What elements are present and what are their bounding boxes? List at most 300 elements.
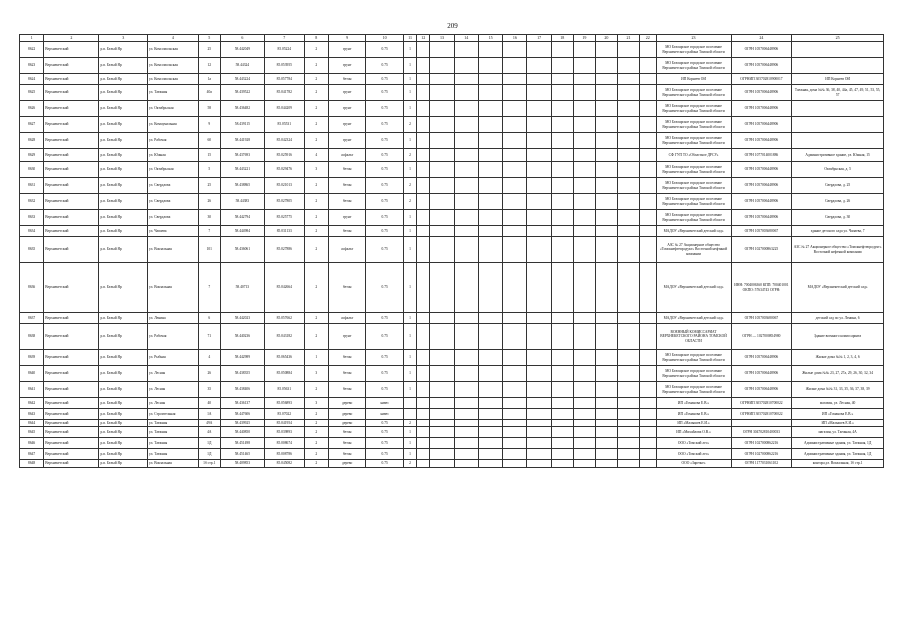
table-cell: ИНН: 7004006360 КПП: 700401001 ОКПО: 57634743 ОГРН: bbox=[731, 263, 792, 313]
table-cell: дерево bbox=[328, 398, 366, 409]
table-cell bbox=[503, 263, 527, 313]
table-cell: 0.75 bbox=[366, 313, 404, 324]
table-cell: 1 bbox=[403, 366, 416, 382]
table-cell: 58.439925 bbox=[220, 420, 264, 427]
table-cell bbox=[430, 101, 454, 117]
table-cell: 5 bbox=[198, 162, 220, 178]
table-cell bbox=[617, 162, 639, 178]
table-cell: 1 bbox=[403, 162, 416, 178]
table-cell bbox=[478, 194, 502, 210]
table-cell: асфальт bbox=[328, 149, 366, 162]
table-cell bbox=[617, 382, 639, 398]
table-cell bbox=[430, 42, 454, 58]
column-number: 7 bbox=[264, 35, 304, 42]
table-cell bbox=[454, 162, 478, 178]
table-cell bbox=[503, 420, 527, 427]
table-cell bbox=[551, 226, 573, 237]
table-cell bbox=[639, 85, 656, 101]
table-row bbox=[20, 460, 884, 468]
table-cell bbox=[503, 178, 527, 194]
table-cell bbox=[617, 398, 639, 409]
table-cell: МО Белоярское городское поселение Верхнекетского района Томской области bbox=[656, 194, 731, 210]
table-cell: 0.75 bbox=[366, 350, 404, 366]
table-cell bbox=[595, 117, 617, 133]
table-cell: асфальт bbox=[328, 313, 366, 324]
table-cell: 8622 bbox=[20, 42, 44, 58]
table-cell bbox=[617, 263, 639, 313]
table-cell: ул. Комсомольская bbox=[147, 42, 198, 58]
table-cell: 8644 bbox=[20, 420, 44, 427]
table-cell: Верхнекетский bbox=[44, 117, 99, 133]
table-cell bbox=[478, 133, 502, 149]
table-cell bbox=[573, 133, 595, 149]
table-cell: 85.008674 bbox=[264, 438, 304, 449]
table-cell: 8629 bbox=[20, 149, 44, 162]
table-cell bbox=[617, 313, 639, 324]
table-cell bbox=[792, 133, 884, 149]
column-number: 20 bbox=[595, 35, 617, 42]
table-cell: 58.439115 bbox=[220, 117, 264, 133]
table-cell: 71 bbox=[198, 324, 220, 350]
table-cell bbox=[478, 350, 502, 366]
table-cell: 58.442023 bbox=[220, 313, 264, 324]
table-cell bbox=[454, 382, 478, 398]
table-cell: ул. Комсомольская bbox=[147, 58, 198, 74]
table-cell: Верхнекетский bbox=[44, 438, 99, 449]
table-cell: 2 bbox=[403, 420, 416, 427]
table-cell bbox=[527, 460, 551, 468]
table-cell: 1 bbox=[403, 449, 416, 460]
table-cell bbox=[573, 366, 595, 382]
table-cell bbox=[478, 382, 502, 398]
table-cell: 30 bbox=[198, 210, 220, 226]
table-row bbox=[20, 427, 884, 438]
table-cell bbox=[478, 117, 502, 133]
table-cell: ул. Рабочая bbox=[147, 133, 198, 149]
table-cell bbox=[454, 438, 478, 449]
table-cell: 8648 bbox=[20, 460, 44, 468]
table-cell: 1 bbox=[403, 85, 416, 101]
table-cell: ОГРН 1057006448906 bbox=[731, 117, 792, 133]
column-number: 3 bbox=[99, 35, 148, 42]
table-cell bbox=[639, 313, 656, 324]
table-cell bbox=[639, 263, 656, 313]
table-cell bbox=[503, 449, 527, 460]
table-cell: МО Белоярское городское поселение Верхнекетского района Томской области bbox=[656, 178, 731, 194]
table-cell: 2 bbox=[304, 133, 328, 149]
table-cell: 2 bbox=[304, 409, 328, 420]
table-cell: 8638 bbox=[20, 324, 44, 350]
table-cell: р.п. Белый Яр bbox=[99, 178, 148, 194]
column-number-row bbox=[20, 35, 884, 42]
table-cell bbox=[639, 162, 656, 178]
table-cell: ОГРН 1057006448906 bbox=[731, 58, 792, 74]
column-number: 17 bbox=[527, 35, 551, 42]
table-cell: 58.451498 bbox=[220, 438, 264, 449]
table-cell: здание детского сада ул. Чапаева, 7 bbox=[792, 226, 884, 237]
table-cell: Верхнекетский bbox=[44, 178, 99, 194]
table-cell: р.п. Белый Яр bbox=[99, 237, 148, 263]
table-cell: 85.05631 bbox=[264, 382, 304, 398]
table-cell bbox=[454, 366, 478, 382]
table-cell bbox=[551, 58, 573, 74]
table-cell: 1 bbox=[304, 350, 328, 366]
table-cell bbox=[527, 382, 551, 398]
table-cell: бетон bbox=[328, 74, 366, 85]
table-cell: МО Белоярское городское поселение Верхнекетского района Томской области bbox=[656, 117, 731, 133]
table-cell: бетон bbox=[328, 382, 366, 398]
table-cell bbox=[551, 85, 573, 101]
table-cell: ул. Рыбная bbox=[147, 350, 198, 366]
table-cell bbox=[430, 263, 454, 313]
table-row bbox=[20, 178, 884, 194]
table-cell bbox=[595, 237, 617, 263]
table-cell: МАДОУ «Верхнекетский детский сад» bbox=[792, 263, 884, 313]
table-row bbox=[20, 85, 884, 101]
column-number: 11 bbox=[403, 35, 416, 42]
table-cell: Здание военного комиссариата bbox=[792, 324, 884, 350]
table-cell: бетон bbox=[328, 263, 366, 313]
table-cell bbox=[417, 409, 430, 420]
table-cell bbox=[430, 350, 454, 366]
table-cell bbox=[617, 117, 639, 133]
table-cell: Верхнекетский bbox=[44, 263, 99, 313]
table-cell: р.п. Белый Яр bbox=[99, 42, 148, 58]
table-cell: ул. Октябрьская bbox=[147, 162, 198, 178]
table-cell: 0.75 bbox=[366, 382, 404, 398]
table-cell: МО Белоярское городское поселение Верхнекетского района Томской области bbox=[656, 42, 731, 58]
table-cell bbox=[639, 226, 656, 237]
table-cell: 0.75 bbox=[366, 237, 404, 263]
table-cell bbox=[617, 449, 639, 460]
table-cell bbox=[527, 438, 551, 449]
table-cell bbox=[527, 449, 551, 460]
table-cell: 58.436137 bbox=[220, 398, 264, 409]
table-cell bbox=[551, 149, 573, 162]
table-cell: бетон bbox=[328, 438, 366, 449]
table-cell: 25 bbox=[198, 42, 220, 58]
table-cell bbox=[503, 427, 527, 438]
table-cell bbox=[454, 42, 478, 58]
table-cell bbox=[639, 178, 656, 194]
table-cell: ул. Таежная bbox=[147, 438, 198, 449]
table-cell bbox=[573, 409, 595, 420]
table-cell bbox=[478, 42, 502, 58]
table-cell: 8630 bbox=[20, 162, 44, 178]
table-cell bbox=[503, 133, 527, 149]
table-cell: Верхнекетский bbox=[44, 382, 99, 398]
table-cell: 85.057784 bbox=[264, 74, 304, 85]
table-cell: ОГРН 1027000862216 bbox=[731, 449, 792, 460]
table-cell: 8634 bbox=[20, 226, 44, 237]
table-cell: Верхнекетский bbox=[44, 409, 99, 420]
table-cell: ул. Вокзальная bbox=[147, 263, 198, 313]
table-cell: Верхнекетский bbox=[44, 149, 99, 162]
table-cell: 2 bbox=[304, 324, 328, 350]
table-cell: МО Белоярское городское поселение Верхнекетского района Томской области bbox=[656, 366, 731, 382]
table-cell bbox=[639, 58, 656, 74]
table-cell: р.п. Белый Яр bbox=[99, 398, 148, 409]
table-cell: контора,ул. Вокзальная, 1б стр.1 bbox=[792, 460, 884, 468]
table-cell: 4 bbox=[304, 149, 328, 162]
table-cell: 58.440850 bbox=[220, 427, 264, 438]
table-cell bbox=[503, 226, 527, 237]
table-cell bbox=[527, 162, 551, 178]
table-cell: 58.40713 bbox=[220, 263, 264, 313]
table-cell: 58.442794 bbox=[220, 210, 264, 226]
table-cell: магазин, ул. Лесная, 40 bbox=[792, 398, 884, 409]
table-cell: 2 bbox=[304, 85, 328, 101]
table-cell: ИП «Гоманова Е.В.» bbox=[792, 409, 884, 420]
table-cell: 1 bbox=[403, 350, 416, 366]
column-number: 9 bbox=[328, 35, 366, 42]
table-cell bbox=[503, 438, 527, 449]
table-cell: 40а bbox=[198, 85, 220, 101]
table-cell: ИП Корнеев ОИ bbox=[792, 74, 884, 85]
table-cell bbox=[639, 427, 656, 438]
table-cell: грунт bbox=[328, 117, 366, 133]
table-cell: 8636 bbox=[20, 263, 44, 313]
table-cell bbox=[430, 117, 454, 133]
table-cell: 85.031133 bbox=[264, 226, 304, 237]
table-cell bbox=[454, 149, 478, 162]
table-cell: 2 bbox=[304, 313, 328, 324]
table-cell: МО Белоярское городское поселение Верхнекетского района Томской области bbox=[656, 382, 731, 398]
table-cell bbox=[573, 263, 595, 313]
table-cell: ул. Коммунальная bbox=[147, 117, 198, 133]
table-cell bbox=[454, 313, 478, 324]
table-cell bbox=[595, 263, 617, 313]
table-cell: 1 bbox=[403, 42, 416, 58]
table-cell: ОГРНИП 305702810700022 bbox=[731, 409, 792, 420]
table-cell bbox=[573, 438, 595, 449]
table-cell bbox=[417, 101, 430, 117]
table-cell: 1 bbox=[403, 427, 416, 438]
table-cell bbox=[617, 226, 639, 237]
table-cell bbox=[573, 74, 595, 85]
table-cell: ул. Таежная bbox=[147, 85, 198, 101]
table-cell bbox=[595, 101, 617, 117]
table-cell bbox=[503, 313, 527, 324]
table-cell: ОГРНИП 305702810700022 bbox=[731, 398, 792, 409]
table-cell: 8639 bbox=[20, 350, 44, 366]
table-cell: Административные здания, ул. Таежная, 1Д bbox=[792, 449, 884, 460]
table-cell bbox=[639, 149, 656, 162]
table-cell bbox=[478, 313, 502, 324]
table-cell: 58.439522 bbox=[220, 85, 264, 101]
table-cell bbox=[639, 210, 656, 226]
table-cell: ул. Свердлова bbox=[147, 210, 198, 226]
table-cell: 0.75 bbox=[366, 427, 404, 438]
table-cell: Верхнекетский bbox=[44, 210, 99, 226]
table-cell bbox=[573, 313, 595, 324]
table-cell bbox=[551, 133, 573, 149]
table-cell: 58.441928 bbox=[220, 133, 264, 149]
table-cell: 0.75 bbox=[366, 460, 404, 468]
table-cell bbox=[595, 58, 617, 74]
table-cell bbox=[503, 101, 527, 117]
table-cell bbox=[478, 324, 502, 350]
table-cell: 26 bbox=[198, 194, 220, 210]
table-cell bbox=[417, 178, 430, 194]
table-cell bbox=[617, 58, 639, 74]
table-cell: ул. Лесная bbox=[147, 382, 198, 398]
table-row bbox=[20, 449, 884, 460]
table-cell bbox=[595, 194, 617, 210]
table-cell bbox=[503, 350, 527, 366]
table-cell bbox=[417, 324, 430, 350]
table-cell: 2 bbox=[304, 74, 328, 85]
table-cell: 8635 bbox=[20, 237, 44, 263]
table-cell bbox=[417, 149, 430, 162]
table-cell: ОГРН 1057006448906 bbox=[731, 85, 792, 101]
table-cell bbox=[573, 449, 595, 460]
table-cell: 2 bbox=[403, 194, 416, 210]
table-cell bbox=[454, 427, 478, 438]
table-cell: дерево bbox=[328, 409, 366, 420]
table-cell: 8624 bbox=[20, 74, 44, 85]
table-cell: ОГРН 1057006448906 bbox=[731, 366, 792, 382]
table-cell: Административное здание, ул. Южная, 15 bbox=[792, 149, 884, 162]
table-cell: ИП «Михайлова О.В.» bbox=[656, 427, 731, 438]
table-cell bbox=[527, 366, 551, 382]
table-cell bbox=[417, 427, 430, 438]
table-row bbox=[20, 101, 884, 117]
table-cell: 0.75 bbox=[366, 42, 404, 58]
table-cell: ОГРН 1057006448906 bbox=[731, 194, 792, 210]
table-cell: 85.043182 bbox=[264, 324, 304, 350]
table-cell: ОГРН — 1027000854980 bbox=[731, 324, 792, 350]
table-cell: ул. Ленина bbox=[147, 313, 198, 324]
table-cell: 49А bbox=[198, 420, 220, 427]
table-cell bbox=[551, 101, 573, 117]
table-cell: ул. Вокзальная bbox=[147, 237, 198, 263]
table-cell: 0.75 bbox=[366, 85, 404, 101]
table-cell: АЗС № 27 Акционерное общество «Томскнефтепродукт» Восточной нефтяной компании bbox=[792, 237, 884, 263]
table-cell bbox=[417, 117, 430, 133]
table-cell bbox=[527, 210, 551, 226]
table-cell: МО Белоярское городское поселение Верхнекетского района Томской области bbox=[656, 350, 731, 366]
table-cell bbox=[573, 85, 595, 101]
table-cell bbox=[417, 58, 430, 74]
table-cell bbox=[573, 162, 595, 178]
table-cell bbox=[454, 324, 478, 350]
table-cell bbox=[430, 438, 454, 449]
table-cell: 8628 bbox=[20, 133, 44, 149]
table-cell bbox=[478, 427, 502, 438]
table-cell bbox=[617, 210, 639, 226]
table-cell bbox=[573, 350, 595, 366]
column-number: 13 bbox=[430, 35, 454, 42]
table-cell: ОГРН 1057006448906 bbox=[731, 350, 792, 366]
table-cell bbox=[792, 58, 884, 74]
table-cell bbox=[617, 194, 639, 210]
table-cell: ОГРН 1057006448906 bbox=[731, 42, 792, 58]
table-cell: 2 bbox=[304, 226, 328, 237]
table-cell: 58.440236 bbox=[220, 324, 264, 350]
table-cell bbox=[527, 117, 551, 133]
table-cell bbox=[430, 58, 454, 74]
table-cell: 1 bbox=[403, 58, 416, 74]
table-cell bbox=[573, 237, 595, 263]
table-cell: ИП «Гоманова Е.В.» bbox=[656, 398, 731, 409]
table-row bbox=[20, 149, 884, 162]
table-cell: 1 bbox=[403, 133, 416, 149]
table-cell: 1 bbox=[403, 382, 416, 398]
table-cell: 9 bbox=[198, 117, 220, 133]
table-cell: АЗС № 27 Акционерное общество «Томскнефтепродукт» Восточной нефтяной компании bbox=[656, 237, 731, 263]
table-cell: 58.44383 bbox=[220, 194, 264, 210]
table-cell bbox=[430, 366, 454, 382]
table-cell: 0.75 bbox=[366, 133, 404, 149]
column-number: 10 bbox=[366, 35, 404, 42]
table-cell: МО Белоярское городское поселение Верхнекетского района Томской области bbox=[656, 210, 731, 226]
table-cell: 2 bbox=[304, 427, 328, 438]
table-cell: 8642 bbox=[20, 398, 44, 409]
table-cell bbox=[595, 449, 617, 460]
table-cell bbox=[595, 350, 617, 366]
column-number: 24 bbox=[731, 35, 792, 42]
table-cell: 58.447606 bbox=[220, 409, 264, 420]
table-cell: 0.75 bbox=[366, 162, 404, 178]
table-cell: 4А bbox=[198, 427, 220, 438]
table-cell: Верхнекетский bbox=[44, 460, 99, 468]
table-cell bbox=[417, 398, 430, 409]
table-cell: 25 bbox=[198, 178, 220, 194]
table-cell bbox=[430, 324, 454, 350]
table-cell: 85.029476 bbox=[264, 162, 304, 178]
table-cell bbox=[454, 449, 478, 460]
table-cell: р.п. Белый Яр bbox=[99, 263, 148, 313]
table-cell bbox=[551, 460, 573, 468]
table-cell bbox=[551, 409, 573, 420]
table-cell: 1Д bbox=[198, 438, 220, 449]
table-cell bbox=[417, 350, 430, 366]
table-cell: р.п. Белый Яр bbox=[99, 382, 148, 398]
table-cell: ОГРН 1077014001886 bbox=[731, 149, 792, 162]
table-cell: ОГРН 1057006448906 bbox=[731, 210, 792, 226]
table-cell bbox=[595, 149, 617, 162]
table-cell: 3 bbox=[304, 366, 328, 382]
table-cell: р.п. Белый Яр bbox=[99, 460, 148, 468]
table-cell: 0.75 bbox=[366, 210, 404, 226]
table-row bbox=[20, 350, 884, 366]
table-row bbox=[20, 237, 884, 263]
table-cell bbox=[417, 85, 430, 101]
column-number: 1 bbox=[20, 35, 44, 42]
table-cell: 85.057662 bbox=[264, 313, 304, 324]
table-cell: Свердлова, д. 25 bbox=[792, 178, 884, 194]
table-cell bbox=[527, 58, 551, 74]
table-cell bbox=[503, 42, 527, 58]
table-cell bbox=[551, 237, 573, 263]
table-cell: 58.442049 bbox=[220, 42, 264, 58]
table-cell bbox=[551, 324, 573, 350]
table-row bbox=[20, 210, 884, 226]
table-cell bbox=[527, 350, 551, 366]
column-number: 14 bbox=[454, 35, 478, 42]
table-cell: Верхнекетский bbox=[44, 194, 99, 210]
column-number: 21 bbox=[617, 35, 639, 42]
table-cell bbox=[792, 101, 884, 117]
table-cell: 58.442989 bbox=[220, 350, 264, 366]
table-row bbox=[20, 313, 884, 324]
table-cell bbox=[430, 398, 454, 409]
table-cell: 58.443221 bbox=[220, 162, 264, 178]
table-cell bbox=[478, 149, 502, 162]
table-cell bbox=[430, 178, 454, 194]
table-cell: 6 bbox=[198, 313, 220, 324]
